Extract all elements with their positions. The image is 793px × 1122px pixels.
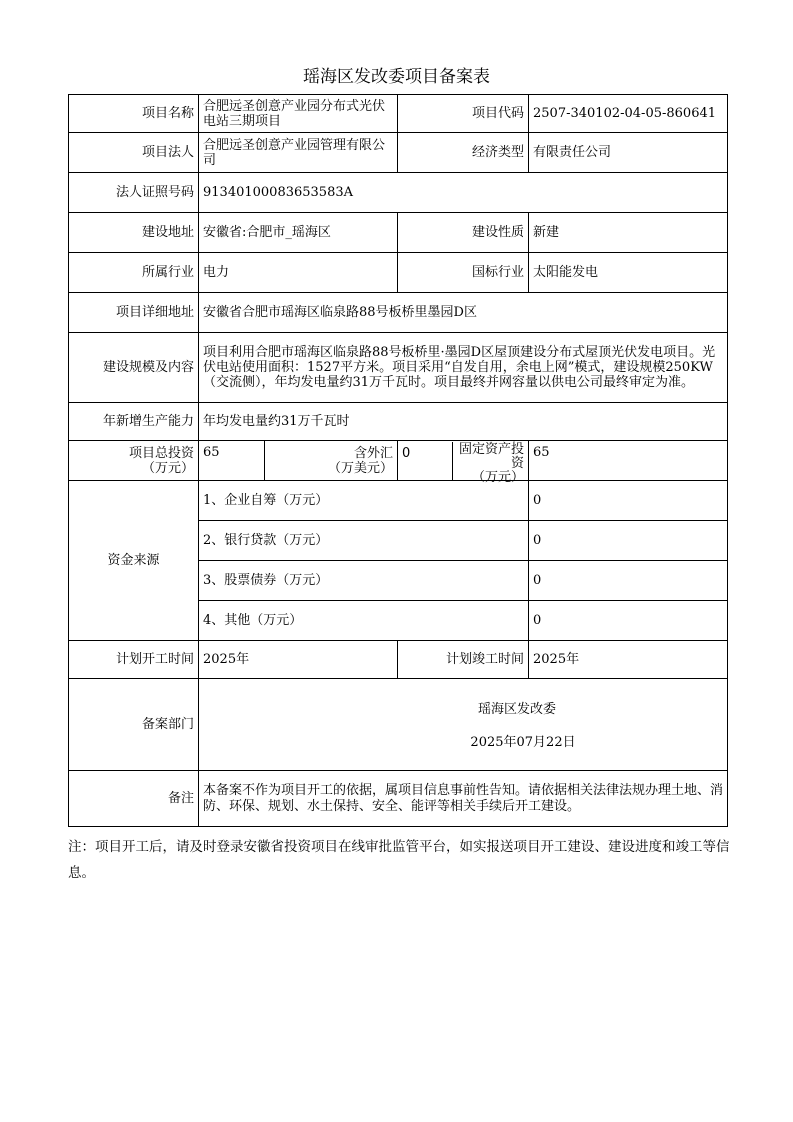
location-label: 建设地址: [69, 213, 199, 253]
capacity-value: 年均发电量约31万千瓦时: [199, 403, 728, 441]
dept-label: 备案部门: [69, 679, 199, 771]
total-invest-value: 65: [199, 441, 265, 481]
remark-label: 备注: [69, 771, 199, 827]
forex-label: [265, 441, 398, 481]
address-label: 项目详细地址: [69, 293, 199, 333]
project-name-label: 项目名称: [69, 95, 199, 133]
capacity-label: 年新增生产能力: [69, 403, 199, 441]
std-industry-label: 国标行业: [398, 253, 529, 293]
forex-cell: [398, 441, 529, 485]
row-department: [69, 679, 728, 771]
row-address: [69, 293, 728, 333]
scale-label: 建设规模及内容: [69, 333, 199, 403]
funding-item-value: 0: [529, 521, 728, 561]
forex-label-line1: 含外汇: [354, 445, 394, 461]
funding-item-label: 3、股票债券（万元）: [199, 561, 529, 601]
start-label: 计划开工时间: [69, 641, 199, 679]
fixed-invest-label: [453, 441, 528, 485]
forex-value: 0: [398, 442, 453, 480]
total-invest-label: [69, 441, 199, 481]
row-capacity: [69, 403, 728, 441]
remark-value: 本备案不作为项目开工的依据，属项目信息事前性告知。请依据相关法律法规办理土地、消防、环保、规划、水土保持、安全、能评等相关手续后开工建设。: [199, 771, 728, 827]
row-scale: [69, 333, 728, 403]
industry-label: 所属行业: [69, 253, 199, 293]
row-location: [69, 213, 728, 253]
fixed-invest-label-line2: （万元）: [472, 469, 525, 485]
legal-person-value: 合肥远圣创意产业园管理有限公司: [199, 133, 398, 173]
econ-type-label: 经济类型: [398, 133, 529, 173]
funding-label: 资金来源: [69, 481, 199, 641]
dept-name: 瑶海区发改委: [478, 701, 557, 717]
address-value: 安徽省合肥市瑶海区临泉路88号板桥里墨园D区: [199, 293, 728, 333]
funding-item-value: 0: [529, 601, 728, 641]
project-name-value: 合肥远圣创意产业园分布式光伏电站三期项目: [199, 95, 398, 133]
license-no-value: 91340100083653583A: [199, 173, 728, 213]
funding-item-label: 4、其他（万元）: [199, 601, 529, 641]
funding-item-label: 1、企业自筹（万元）: [199, 481, 529, 521]
dept-date: 2025年07月22日: [470, 734, 576, 750]
row-license: [69, 173, 728, 213]
econ-type-value: 有限责任公司: [529, 133, 728, 173]
license-no-label: 法人证照号码: [69, 173, 199, 213]
funding-item-value: 0: [529, 481, 728, 521]
fixed-invest-value: 65: [529, 441, 728, 481]
funding-item-label: 2、银行贷款（万元）: [199, 521, 529, 561]
funding-item-value: 0: [529, 561, 728, 601]
project-code-value: 2507-340102-04-05-860641: [529, 95, 728, 133]
row-legal-person: [69, 133, 728, 173]
row-funding-1: [69, 481, 728, 521]
row-remark: [69, 771, 728, 827]
total-invest-label-line1: 项目总投资: [128, 445, 194, 461]
filing-form-table: [68, 94, 728, 827]
nature-label: 建设性质: [398, 213, 529, 253]
std-industry-value: 太阳能发电: [529, 253, 728, 293]
finish-value: 2025年: [529, 641, 728, 679]
row-investment: [69, 441, 728, 481]
finish-label: 计划竣工时间: [398, 641, 529, 679]
industry-value: 电力: [199, 253, 398, 293]
forex-label-line2: （万美元）: [328, 460, 394, 476]
legal-person-label: 项目法人: [69, 133, 199, 173]
total-invest-label-line2: （万元）: [141, 460, 194, 476]
project-code-label: 项目代码: [398, 95, 529, 133]
nature-value: 新建: [529, 213, 728, 253]
page-title: 瑶海区发改委项目备案表: [303, 67, 490, 87]
location-value: 安徽省:合肥市_瑶海区: [199, 213, 398, 253]
dept-cell: [199, 679, 728, 771]
row-schedule: [69, 641, 728, 679]
row-project-name: [69, 95, 728, 133]
footnote: 注：项目开工后，请及时登录安徽省投资项目在线审批监管平台，如实报送项目开工建设、建设进度和竣工等信息。: [68, 839, 730, 881]
fixed-invest-label-line1: 固定资产投资: [459, 441, 525, 471]
start-value: 2025年: [199, 641, 398, 679]
scale-value: 项目利用合肥市瑶海区临泉路88号板桥里·墨园D区屋顶建设分布式屋顶光伏发电项目。光伏电站使用面积：1527平方米。项目采用“自发自用，余电上网”模式，建设规模250KW（交流侧），年均发电量约31万千瓦时。项目最终并网容量以供电公司最终审定为准。: [199, 333, 728, 403]
row-industry: [69, 253, 728, 293]
